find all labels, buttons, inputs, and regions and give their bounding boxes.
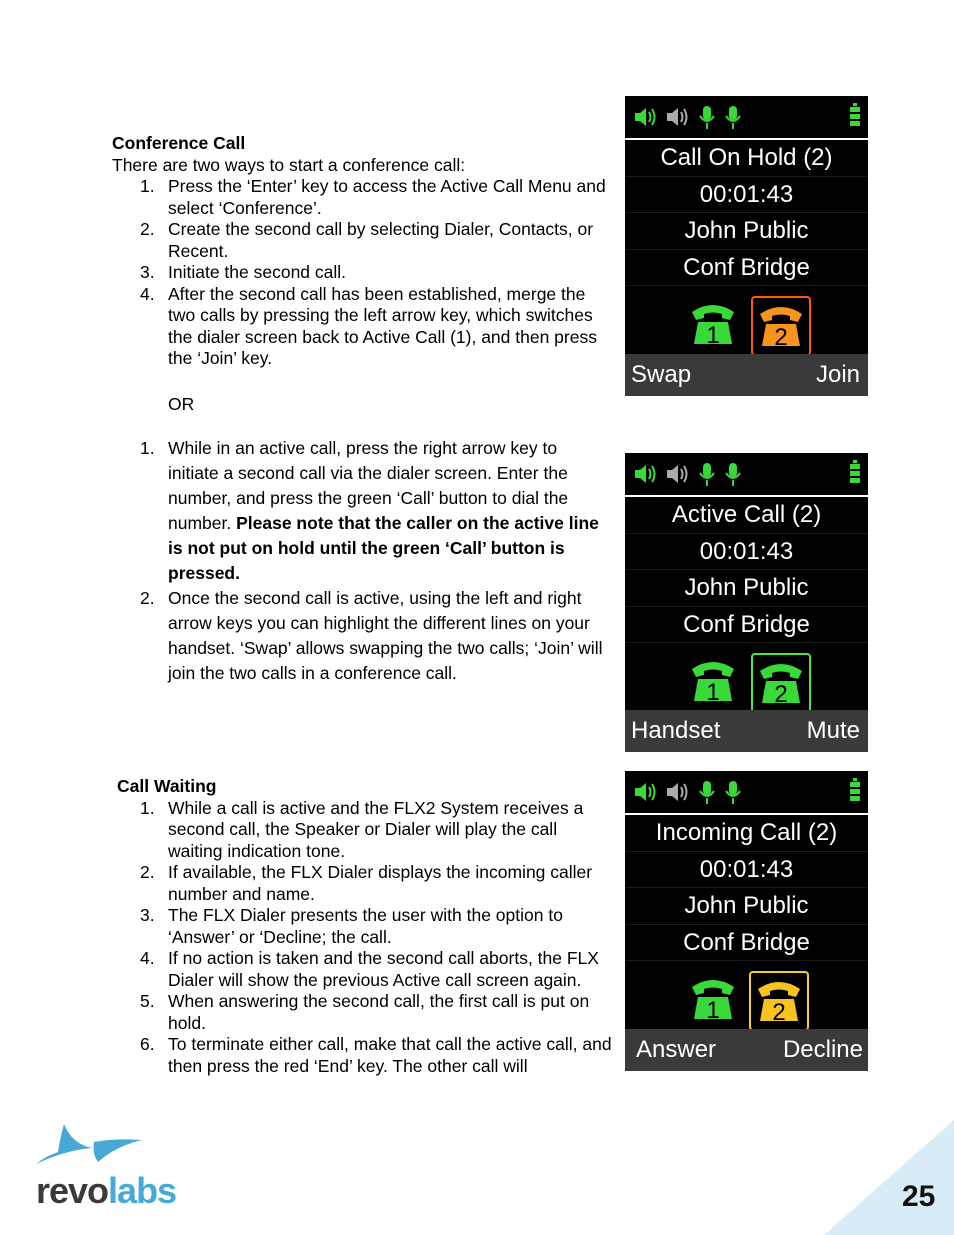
svg-text:2: 2: [772, 999, 786, 1025]
call-timer: 00:01:43: [625, 852, 868, 889]
caller-line: Conf Bridge: [625, 607, 868, 644]
svg-text:2: 2: [774, 681, 788, 707]
line-2-phone-icon[interactable]: [751, 653, 811, 713]
line-2-phone-icon[interactable]: [749, 971, 809, 1031]
speaker-muted-icon: [665, 780, 691, 804]
softkey-decline[interactable]: Decline: [748, 1029, 868, 1071]
caller-name: John Public: [625, 213, 868, 250]
revolabs-logo: revolabs: [36, 1170, 177, 1211]
call-title: Incoming Call (2): [625, 815, 868, 852]
softkey-handset[interactable]: Handset: [625, 710, 749, 752]
list-item: 5. When answering the second call, the first call is put on hold.: [140, 991, 590, 1033]
svg-text:1: 1: [706, 679, 720, 705]
microphone-icon: [723, 462, 743, 488]
line-1-phone-icon[interactable]: [685, 296, 741, 352]
microphone-icon: [697, 462, 717, 488]
caller-name: John Public: [625, 888, 868, 925]
microphone-icon: [723, 105, 743, 131]
svg-text:1: 1: [706, 997, 720, 1023]
screen-call-on-hold: [625, 96, 868, 396]
softkey-swap[interactable]: Swap: [625, 354, 749, 396]
microphone-icon: [723, 780, 743, 806]
speaker-icon: [633, 462, 659, 486]
line-1-phone-icon[interactable]: [685, 971, 741, 1027]
list-item: 1. While in an active call, press the right arrow key to initiate a second call via the dialer screen. Enter the number, and press the green ‘Call’ button to dial the number. Please note that the caller on the active line is not put on hold until the green ‘Call’ button is pressed.: [140, 438, 599, 583]
microphone-icon: [697, 105, 717, 131]
or-separator: OR: [168, 394, 195, 414]
hold-note: Please note that the caller on the active line is not put on hold until the green ‘Call’ button is pressed.: [168, 513, 599, 583]
caller-line: Conf Bridge: [625, 250, 868, 287]
list-item: 1. While a call is active and the FLX2 System receives a second call, the Speaker or Dialer will play the call waiting indication tone.: [140, 797, 584, 861]
microphone-icon: [697, 780, 717, 806]
page-number: 25: [902, 1180, 936, 1213]
call-timer: 00:01:43: [625, 177, 868, 214]
conference-steps-b: [112, 436, 612, 686]
call-waiting-steps: [112, 798, 612, 1078]
line-1-phone-icon[interactable]: [685, 653, 741, 709]
softkey-bar: [625, 354, 868, 396]
line-2-phone-icon[interactable]: [751, 296, 811, 356]
conference-intro: There are two ways to start a conference call:: [112, 154, 466, 175]
conference-alt-section: [112, 436, 612, 686]
list-item: 3. The FLX Dialer presents the user with the option to ‘Answer’ or ‘Decline; the call.: [140, 905, 563, 947]
list-item: 1. Press the ‘Enter’ key to access the Active Call Menu and select ‘Conference’.: [140, 176, 606, 218]
call-timer: 00:01:43: [625, 534, 868, 571]
list-item: 2. If available, the FLX Dialer displays the incoming caller number and name.: [140, 862, 593, 904]
battery-icon: [849, 460, 861, 486]
corner-decoration: [824, 1120, 954, 1235]
softkey-answer[interactable]: Answer: [625, 1029, 749, 1071]
list-item: 2. Create the second call by selecting Dialer, Contacts, or Recent.: [140, 219, 594, 261]
call-waiting-section: [112, 776, 612, 1077]
revolabs-wave-logo-icon: [36, 1122, 146, 1170]
call-waiting-heading: Call Waiting: [117, 776, 217, 796]
caller-line: Conf Bridge: [625, 925, 868, 962]
status-bar: [625, 453, 868, 497]
call-lines: [625, 286, 868, 362]
caller-name: John Public: [625, 570, 868, 607]
conference-section: [112, 133, 612, 370]
screen-incoming-call: [625, 771, 868, 1071]
screen-active-call: [625, 453, 868, 752]
battery-icon: [849, 778, 861, 804]
conference-steps-a: [112, 176, 612, 370]
list-item: 3. Initiate the second call.: [140, 262, 347, 282]
softkey-mute[interactable]: Mute: [748, 710, 868, 752]
softkey-bar: [625, 1029, 868, 1071]
list-item: 4. If no action is taken and the second call aborts, the FLX Dialer will show the previous Active call screen again.: [140, 948, 599, 990]
status-bar: [625, 96, 868, 140]
list-item: 6. To terminate either call, make that call the active call, and then press the red ‘End’ key. The other call will: [140, 1034, 612, 1076]
call-title: Active Call (2): [625, 497, 868, 534]
list-item: 2. Once the second call is active, using the left and right arrow keys you can highlight the different lines on your handset. ‘Swap’ allows swapping the two calls; ‘Join’ will join the two calls in a conference call.: [140, 588, 603, 683]
status-bar: [625, 771, 868, 815]
call-lines: [625, 643, 868, 719]
conference-heading: Conference Call: [112, 133, 246, 153]
softkey-join[interactable]: Join: [748, 354, 868, 396]
speaker-icon: [633, 780, 659, 804]
call-title: Call On Hold (2): [625, 140, 868, 177]
list-item: 4. After the second call has been established, merge the two calls by pressing the left arrow key, which switches the dialer screen back to Active Call (1), and then press the ‘Join’ key.: [140, 283, 597, 368]
softkey-bar: [625, 710, 868, 752]
speaker-muted-icon: [665, 105, 691, 129]
svg-text:1: 1: [706, 322, 720, 348]
battery-icon: [849, 103, 861, 129]
call-lines: [625, 961, 868, 1037]
speaker-muted-icon: [665, 462, 691, 486]
speaker-icon: [633, 105, 659, 129]
svg-text:2: 2: [774, 324, 788, 350]
